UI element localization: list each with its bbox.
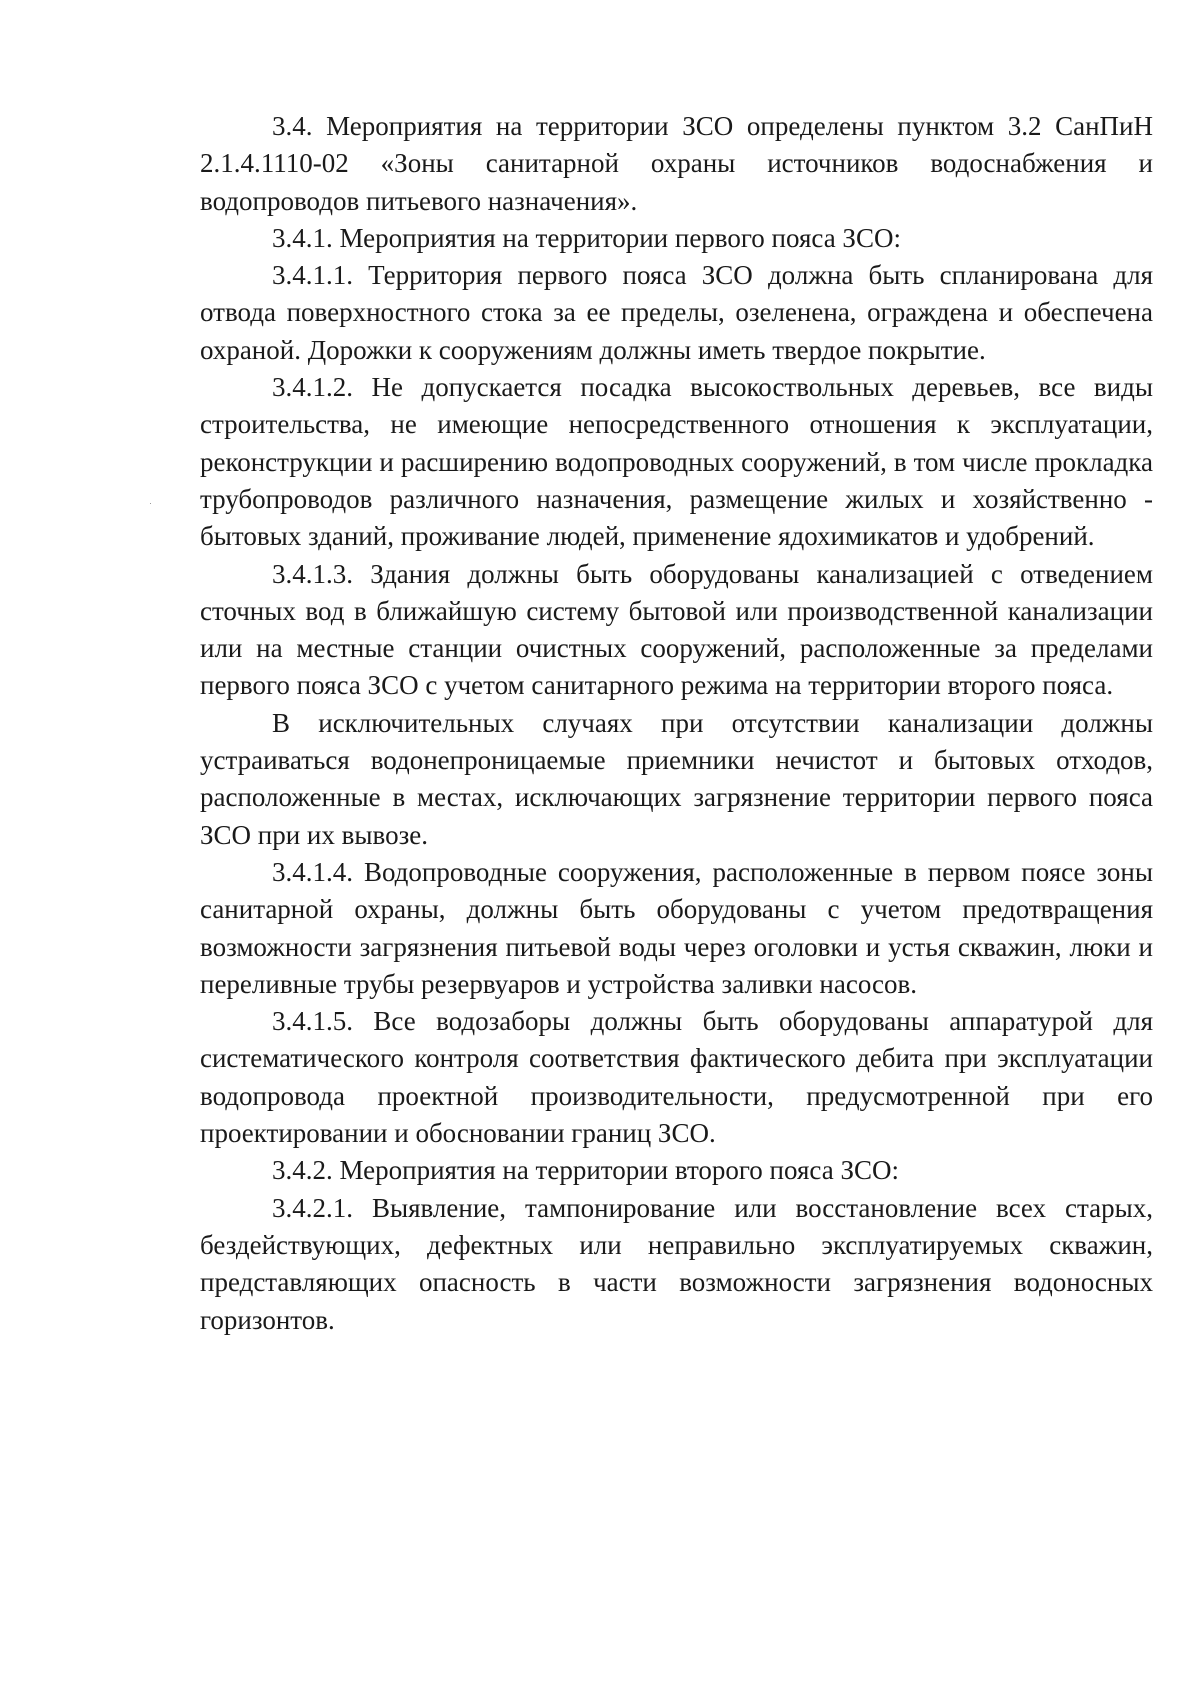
paragraph-3-4-2: 3.4.2. Мероприятия на территории второго пояса ЗСО: [272, 1155, 899, 1186]
paragraph-3-4-1-5: 3.4.1.5. Все водозаборы должны быть оборудованы аппаратурой для систематического контроля соответствия фактического дебита при эксплуатации водопровода проектной производительности, предусмотренной при его проектировании и обосновании границ ЗСО. [200, 1006, 1153, 1149]
paragraph-exceptional-cases: В исключительных случаях при отсутствии канализации должны устраиваться водонепроницаемые приемники нечистот и бытовых отходов, расположенные в местах, исключающих загрязнение территории первого пояса ЗСО при их вывозе. [200, 707, 1153, 850]
paragraph-3-4-1-1: 3.4.1.1. Территория первого пояса ЗСО должна быть спланирована для отвода поверхностного стока за ее пределы, озеленена, ограждена и обеспечена охраной. Дорожки к сооружениям должны иметь твердое покрытие. [200, 260, 1153, 365]
paragraph-3-4-1-4: 3.4.1.4. Водопроводные сооружения, расположенные в первом поясе зоны санитарной охраны, должны быть оборудованы с учетом предотвращения возможности загрязнения питьевой воды через оголовки и устья скважин, люки и переливные трубы резервуаров и устройства заливки насосов. [200, 856, 1153, 999]
paragraph-3-4-1-2: 3.4.1.2. Не допускается посадка высокоствольных деревьев, все виды строительства, не имеющие непосредственного отношения к эксплуатации, реконструкции и расширению водопроводных сооружений, в том числе прокладка трубопроводов различного назначения, размещение жилых и хозяйственно - бытовых зданий, проживание людей, применение ядохимикатов и удобрений. [200, 372, 1153, 552]
paragraph-3-4-2-1: 3.4.2.1. Выявление, тампонирование или восстановление всех старых, бездействующих, дефектных или неправильно эксплуатируемых скважин, представляющих опасность в части возможности загрязнения водоносных горизонтов. [200, 1192, 1153, 1335]
paragraph-3-4: 3.4. Мероприятия на территории ЗСО определены пунктом 3.2 СанПиН 2.1.4.1110-02 «Зоны санитарной охраны источников водоснабжения и водопроводов питьевого назначения». [200, 111, 1153, 216]
document-body [200, 108, 1153, 1339]
paragraph-3-4-1: 3.4.1. Мероприятия на территории первого пояса ЗСО: [272, 222, 901, 253]
scan-speck [150, 503, 151, 504]
paragraph-3-4-1-3: 3.4.1.3. Здания должны быть оборудованы канализацией с отведением сточных вод в ближайшую систему бытовой или производственной канализации или на местные станции очистных сооружений, расположенные за пределами первого пояса ЗСО с учетом санитарного режима на территории второго пояса. [200, 558, 1153, 701]
